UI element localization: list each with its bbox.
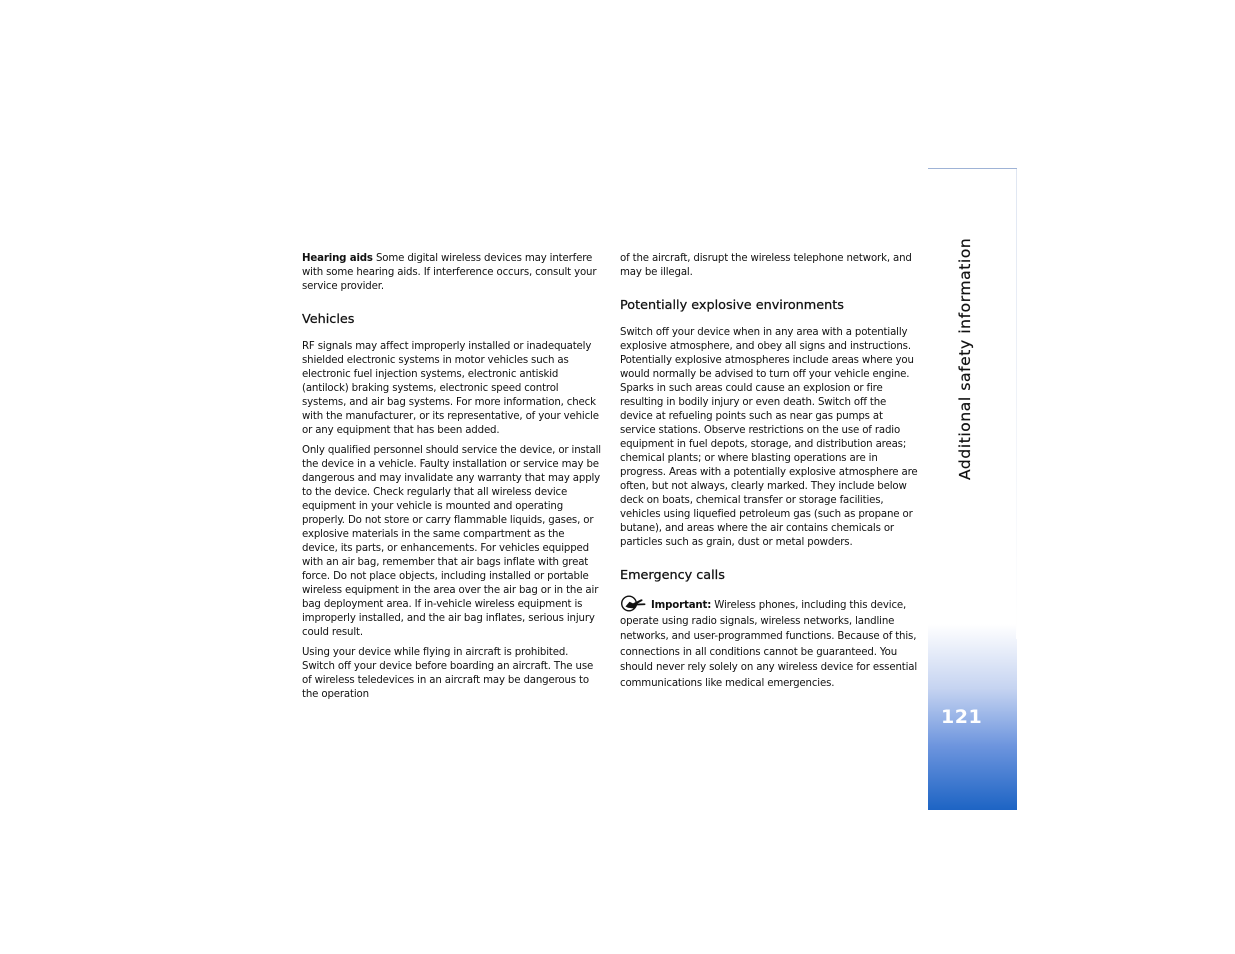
important-body: Wireless phones, including this device, operate using radio signals, wireless networks, landline networks, and user-programmed functions. Because of this, connections in all conditions cannot be guaranteed. You should never rely solely on any wireless device for essential communications like medical emergencies. — [620, 600, 918, 689]
vehicles-heading: Vehicles — [302, 312, 355, 327]
important-label: Important: — [651, 600, 712, 611]
section-title: Additional safety information — [956, 237, 974, 480]
sidebar-edge — [1016, 169, 1017, 639]
page-number: 121 — [941, 706, 983, 728]
aircraft-continued-paragraph: of the aircraft, disrupt the wireless telephone network, and may be illegal. — [620, 253, 912, 278]
warning-pointing-hand-icon — [620, 595, 647, 612]
hearing-aids-body: Some digital wireless devices may interfere with some hearing aids. If interference occurs, consult your service provider. — [302, 253, 597, 292]
explosive-environments-heading: Potentially explosive environments — [620, 298, 844, 313]
explosive-environments-paragraph: Switch off your device when in any area with a potentially explosive atmosphere, and obey all signs and instructions. Potentially explosive atmospheres include areas where you would normally be advised to turn off your vehicle engine. Sparks in such areas could cause an explosion or fire resulting in bodily injury or even death. Switch off the device at refueling points such as near gas pumps at service stations. Observe restrictions on the use of radio equipment in fuel depots, storage, and distribution areas; chemical plants; or where blasting operations are in progress. Areas with a potentially explosive atmosphere are often, but not always, clearly marked. They include below deck on boats, chemical transfer or storage facilities, vehicles using liquefied petroleum gas (such as propane or butane), and areas where the air contains chemicals or particles such as grain, dust or metal powders. — [620, 327, 918, 548]
important-note — [620, 595, 920, 692]
hearing-aids-paragraph — [302, 252, 602, 294]
vehicles-paragraph-1: RF signals may affect improperly installed or inadequately shielded electronic systems in motor vehicles such as electronic fuel injection systems, electronic antiskid (antilock) braking systems, electronic speed control systems, and air bag systems. For more information, check with the manufacturer, or its representative, of your vehicle or any equipment that has been added. — [302, 341, 599, 436]
left-column — [302, 252, 602, 708]
right-column — [620, 252, 920, 698]
vehicles-paragraph-3: Using your device while flying in aircraft is prohibited. Switch off your device before boarding an aircraft. The use of wireless teledevices in an aircraft may be dangerous to the operation — [302, 647, 594, 700]
hearing-aids-lead: Hearing aids — [302, 253, 373, 264]
emergency-calls-heading: Emergency calls — [620, 568, 725, 583]
vehicles-paragraph-2: Only qualified personnel should service the device, or install the device in a vehicle. Faulty installation or service may be dangerous and may invalidate any warranty that may apply to the device. Check regularly that all wireless device equipment in your vehicle is mounted and operating properly. Do not store or carry flammable liquids, gases, or explosive materials in the same compartment as the device, its parts, or enhancements. For vehicles equipped with an air bag, remember that air bags inflate with great force. Do not place objects, including installed or portable wireless equipment in the area over the air bag or in the air bag deployment area. If in-vehicle wireless equipment is improperly installed, and the air bag inflates, serious injury could result. — [302, 445, 601, 638]
